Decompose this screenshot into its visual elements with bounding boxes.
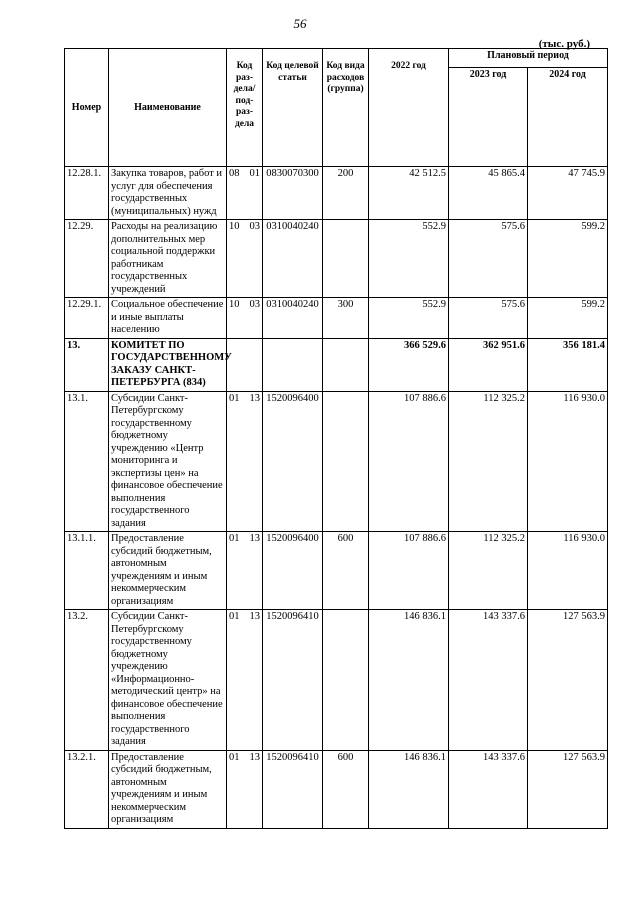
row-section (227, 338, 263, 391)
row-2022: 366 529.6 (369, 338, 449, 391)
row-expense-type: 600 (323, 532, 369, 610)
row-2023: 362 951.6 (449, 338, 528, 391)
row-name: Субсидии Санкт-Петербургскому государственному бюджетному учреждению «Центр мониторинга и экспертизы цен» на финансовое обеспечение выполнения государственного задания (109, 391, 227, 532)
row-section (227, 610, 263, 751)
row-name: Расходы на реализацию дополнительных мер социальной поддержки работникам государственных учреждений (109, 220, 227, 298)
row-2022: 146 836.1 (369, 750, 449, 828)
row-target: 1520096400 (263, 391, 323, 532)
row-podrazdel: 01 (249, 168, 260, 179)
row-podrazdel: 13 (249, 751, 260, 763)
row-razdel: 01 (229, 611, 240, 622)
row-name: Субсидии Санкт-Петербургскому государственному бюджетному учреждению «Информационно-методический центр» на финансовое обеспечение выполнения государственного задания (109, 610, 227, 751)
header-2023: 2023 год (449, 68, 528, 167)
row-expense-type (323, 391, 369, 532)
row-section (227, 220, 263, 298)
row-number: 13.1.1. (65, 532, 109, 610)
row-podrazdel: 03 (249, 299, 260, 310)
row-2022: 146 836.1 (369, 610, 449, 751)
table-row (65, 750, 608, 828)
row-2022: 552.9 (369, 220, 449, 298)
row-target: 1520096410 (263, 750, 323, 828)
row-name: КОМИТЕТ ПО ГОСУДАРСТВЕННОМУ ЗАКАЗУ САНКТ-ПЕТЕРБУРГА (834) (109, 338, 227, 391)
units-label: (тыс. руб.) (538, 38, 590, 50)
row-section (227, 532, 263, 610)
row-2022: 107 886.6 (369, 391, 449, 532)
budget-table (64, 48, 608, 829)
row-name: Предоставление субсидий бюджетным, автономным учреждениям и иным некоммерческим организациям (109, 532, 227, 610)
row-2023: 143 337.6 (449, 750, 528, 828)
row-number: 13. (65, 338, 109, 391)
table-row (65, 167, 608, 220)
row-2024: 127 563.9 (528, 750, 608, 828)
row-razdel: 01 (229, 392, 240, 404)
page-number: 56 (293, 16, 307, 31)
row-2024: 116 930.0 (528, 532, 608, 610)
row-2024: 356 181.4 (528, 338, 608, 391)
row-podrazdel: 13 (249, 392, 260, 404)
row-target (263, 338, 323, 391)
header-name: Наименование (109, 49, 227, 167)
table-row (65, 391, 608, 532)
row-podrazdel: 03 (249, 221, 260, 232)
row-2024: 599.2 (528, 220, 608, 298)
row-razdel: 08 (229, 168, 240, 179)
row-target: 0310040240 (263, 220, 323, 298)
table-row (65, 338, 608, 391)
row-2023: 112 325.2 (449, 532, 528, 610)
row-expense-type: 200 (323, 167, 369, 220)
row-2024: 47 745.9 (528, 167, 608, 220)
row-2022: 42 512.5 (369, 167, 449, 220)
row-expense-type (323, 610, 369, 751)
row-2023: 575.6 (449, 220, 528, 298)
row-2024: 127 563.9 (528, 610, 608, 751)
header-section: Код раз- дела/ под- раз- дела (227, 49, 263, 167)
row-expense-type (323, 338, 369, 391)
table-row (65, 298, 608, 339)
header-2024: 2024 год (528, 68, 608, 167)
row-number: 13.1. (65, 391, 109, 532)
row-podrazdel: 13 (249, 611, 260, 622)
row-number: 12.28.1. (65, 167, 109, 220)
row-target: 0310040240 (263, 298, 323, 339)
row-expense-type: 600 (323, 750, 369, 828)
row-name: Закупка товаров, работ и услуг для обеспечения государственных (муниципальных) нужд (109, 167, 227, 220)
row-number: 13.2. (65, 610, 109, 751)
row-2024: 116 930.0 (528, 391, 608, 532)
header-expense-type: Код вида расходов (группа) (323, 49, 369, 167)
table-row (65, 220, 608, 298)
row-2024: 599.2 (528, 298, 608, 339)
header-planned-period: Плановый период (449, 49, 608, 68)
header-number: Номер (65, 49, 109, 167)
header-2022: 2022 год (369, 49, 449, 167)
row-expense-type (323, 220, 369, 298)
row-section (227, 391, 263, 532)
row-2023: 112 325.2 (449, 391, 528, 532)
row-razdel: 10 (229, 221, 240, 232)
row-razdel: 01 (229, 533, 240, 544)
row-section (227, 750, 263, 828)
row-number: 12.29.1. (65, 298, 109, 339)
row-2023: 143 337.6 (449, 610, 528, 751)
row-razdel: 01 (229, 751, 240, 763)
row-name: Предоставление субсидий бюджетным, автономным учреждениям и иным некоммерческим организациям (109, 750, 227, 828)
header-target: Код целевой статьи (263, 49, 323, 167)
row-2022: 552.9 (369, 298, 449, 339)
row-razdel: 10 (229, 299, 240, 310)
row-target: 1520096410 (263, 610, 323, 751)
row-section (227, 167, 263, 220)
row-2022: 107 886.6 (369, 532, 449, 610)
row-number: 12.29. (65, 220, 109, 298)
row-expense-type: 300 (323, 298, 369, 339)
row-target: 0830070300 (263, 167, 323, 220)
row-podrazdel: 13 (249, 533, 260, 544)
table-row (65, 610, 608, 751)
row-2023: 575.6 (449, 298, 528, 339)
row-number: 13.2.1. (65, 750, 109, 828)
row-target: 1520096400 (263, 532, 323, 610)
table-row (65, 532, 608, 610)
table-body (65, 167, 608, 829)
row-2023: 45 865.4 (449, 167, 528, 220)
row-name: Социальное обеспечение и иные выплаты населению (109, 298, 227, 339)
row-section (227, 298, 263, 339)
